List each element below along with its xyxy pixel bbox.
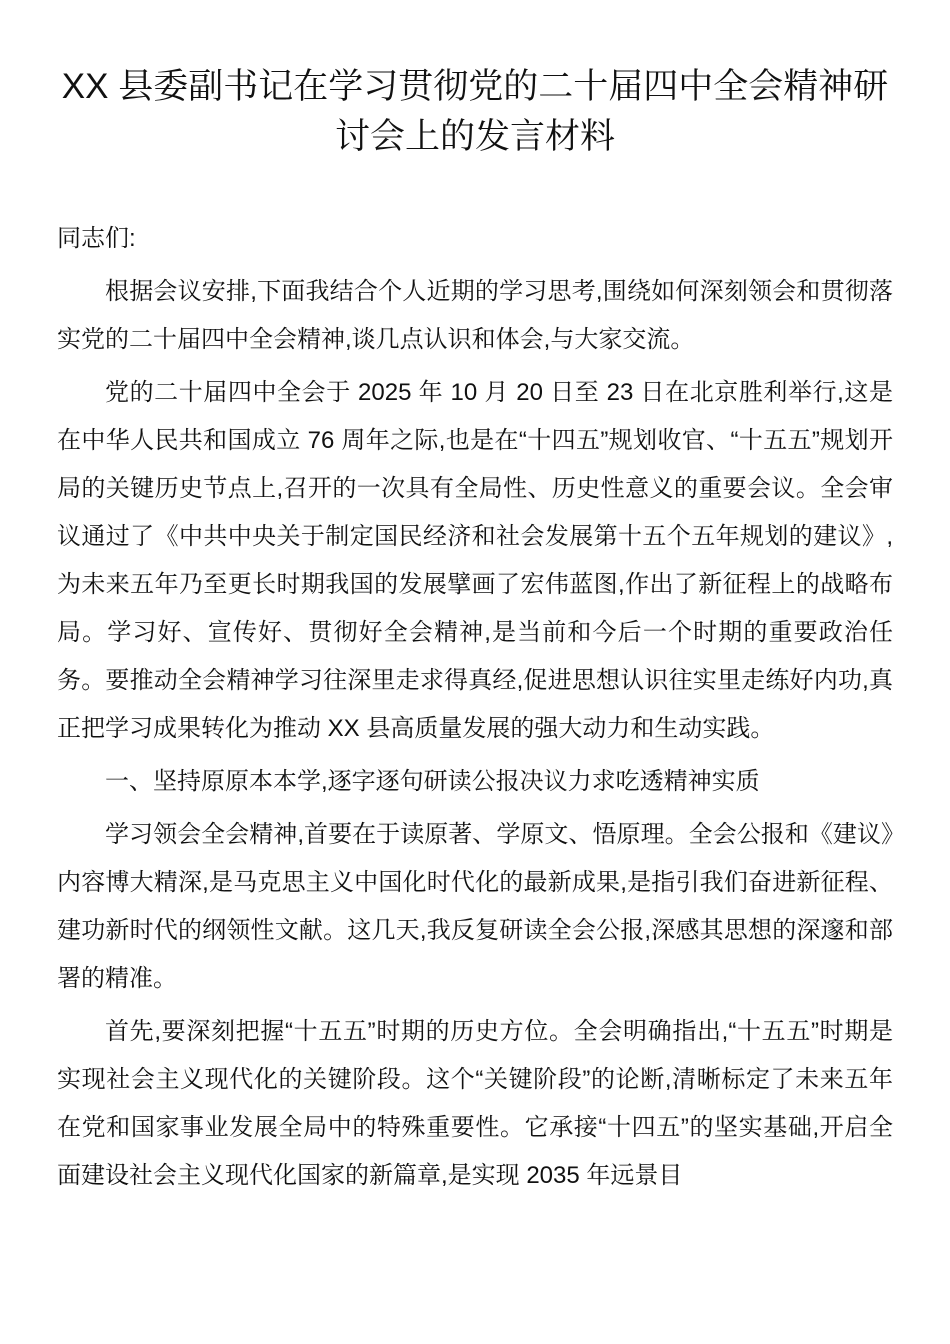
paragraph-intro: 根据会议安排,下面我结合个人近期的学习思考,围绕如何深刻领会和贯彻落实党的二十届四中全会精神,谈几点认识和体会,与大家交流。 bbox=[57, 278, 893, 353]
paragraph-study-original: 学习领会全会精神,首要在于读原著、学原文、悟原理。全会公报和《建议》内容博大精深,是马克思主义中国化时代化的最新成果,是指引我们奋进新征程、建功新时代的纲领性文献。这几天,我反复研读全会公报,深感其思想的深邃和部署的精准。 bbox=[57, 821, 893, 992]
section-heading-one: 一、坚持原原本本学,逐字逐句研读公报决议力求吃透精神实质 bbox=[105, 768, 760, 795]
salutation: 同志们: bbox=[57, 225, 136, 252]
document-title: XX 县委副书记在学习贯彻党的二十届四中全会精神研讨会上的发言材料 bbox=[61, 67, 889, 156]
paragraph-historical-position: 首先,要深刻把握“十五五”时期的历史方位。全会明确指出,“十五五”时期是实现社会主义现代化的关键阶段。这个“关键阶段”的论断,清晰标定了未来五年在党和国家事业发展全局中的特殊重要性。它承接“十四五”的坚实基础,开启全面建设社会主义现代化国家的新篇章,是实现 2035 年远景目 bbox=[57, 1018, 893, 1189]
paragraph-plenum-overview: 党的二十届四中全会于 2025 年 10 月 20 日至 23 日在北京胜利举行,这是在中华人民共和国成立 76 周年之际,也是在“十四五”规划收官、“十五五”规划开局的关键历史节点上,召开的一次具有全局性、历史性意义的重要会议。全会审议通过了《中共中央关于制定国民经济和社会发展第十五个五年规划的建议》,为未来五年乃至更长时期我国的发展擘画了宏伟蓝图,作出了新征程上的战略布局。学习好、宣传好、贯彻好全会精神,是当前和今后一个时期的重要政治任务。要推动全会精神学习往深里走求得真经,促进思想认识往实里走练好内功,真正把学习成果转化为推动 XX 县高质量发展的强大动力和生动实践。 bbox=[57, 379, 893, 742]
